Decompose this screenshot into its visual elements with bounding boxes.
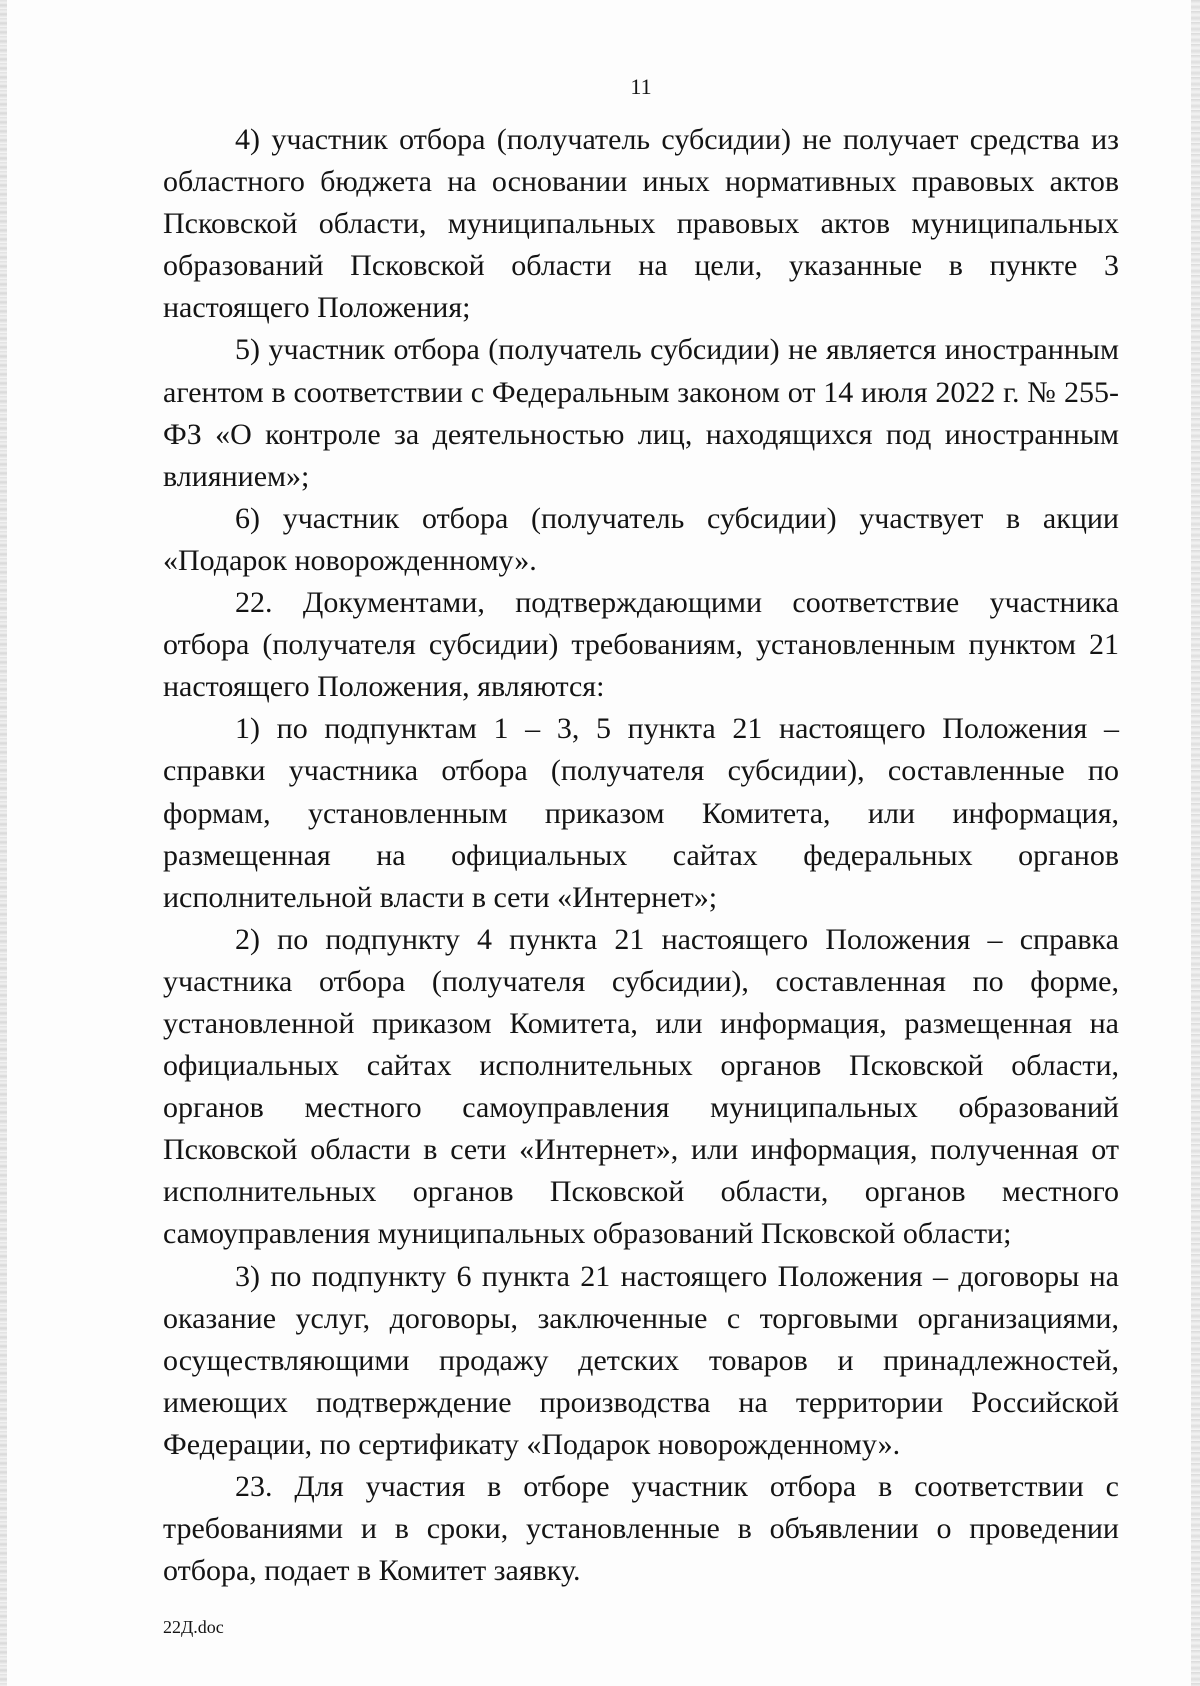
paragraph-item-6: 6) участник отбора (получатель субсидии) участвует в акции «Подарок новорожденному». <box>163 501 1119 577</box>
footer-filename: 22Д.doc <box>163 1617 224 1637</box>
paragraph-subitem-2: 2) по подпункту 4 пункта 21 настоящего Положения – справка участника отбора (получателя субсидии), составленная по форме, установленной приказом Комитета, или информация, размещенная на официальных сайтах исполнительных органов Псковской области, органов местного самоуправления муниципальных образований Псковской области в сети «Интернет», или информация, полученная от исполнительных органов Псковской области, органов местного самоуправления муниципальных образований Псковской области; <box>163 922 1119 1251</box>
document-body <box>163 119 1119 1592</box>
page-number: 11 <box>630 74 652 99</box>
paragraph-subitem-1: 1) по подпунктам 1 – 3, 5 пункта 21 настоящего Положения – справки участника отбора (получателя субсидии), составленные по формам, установленным приказом Комитета, или информация, размещенная на официальных сайтах федеральных органов исполнительной власти в сети «Интернет»; <box>163 712 1119 914</box>
paragraph-subitem-3: 3) по подпункту 6 пункта 21 настоящего Положения – договоры на оказание услуг, договоры, заключенные с торговыми организациями, осуществляющими продажу детских товаров и принадлежностей, имеющих подтверждение производства на территории Российской Федерации, по сертификату «Подарок новорожденному». <box>163 1259 1119 1461</box>
scan-edge-left <box>0 0 7 1686</box>
paragraph-clause-22: 22. Документами, подтверждающими соответствие участника отбора (получателя субсидии) требованиям, установленным пунктом 21 настоящего Положения, являются: <box>163 586 1119 704</box>
paragraph-item-5: 5) участник отбора (получатель субсидии) не является иностранным агентом в соответствии с Федеральным законом от 14 июля 2022 г. № 255-ФЗ «О контроле за деятельностью лиц, находящихся под иностранным влиянием»; <box>163 333 1119 493</box>
paragraph-item-4: 4) участник отбора (получатель субсидии) не получает средства из областного бюджета на основании иных нормативных правовых актов Псковской области, муниципальных правовых актов муниципальных образований Псковской области на цели, указанные в пункте 3 настоящего Положения; <box>163 123 1119 325</box>
scan-edge-right <box>1191 0 1200 1686</box>
paragraph-clause-23: 23. Для участия в отборе участник отбора в соответствии с требованиями и в сроки, установленные в объявлении о проведении отбора, подает в Комитет заявку. <box>163 1470 1119 1588</box>
